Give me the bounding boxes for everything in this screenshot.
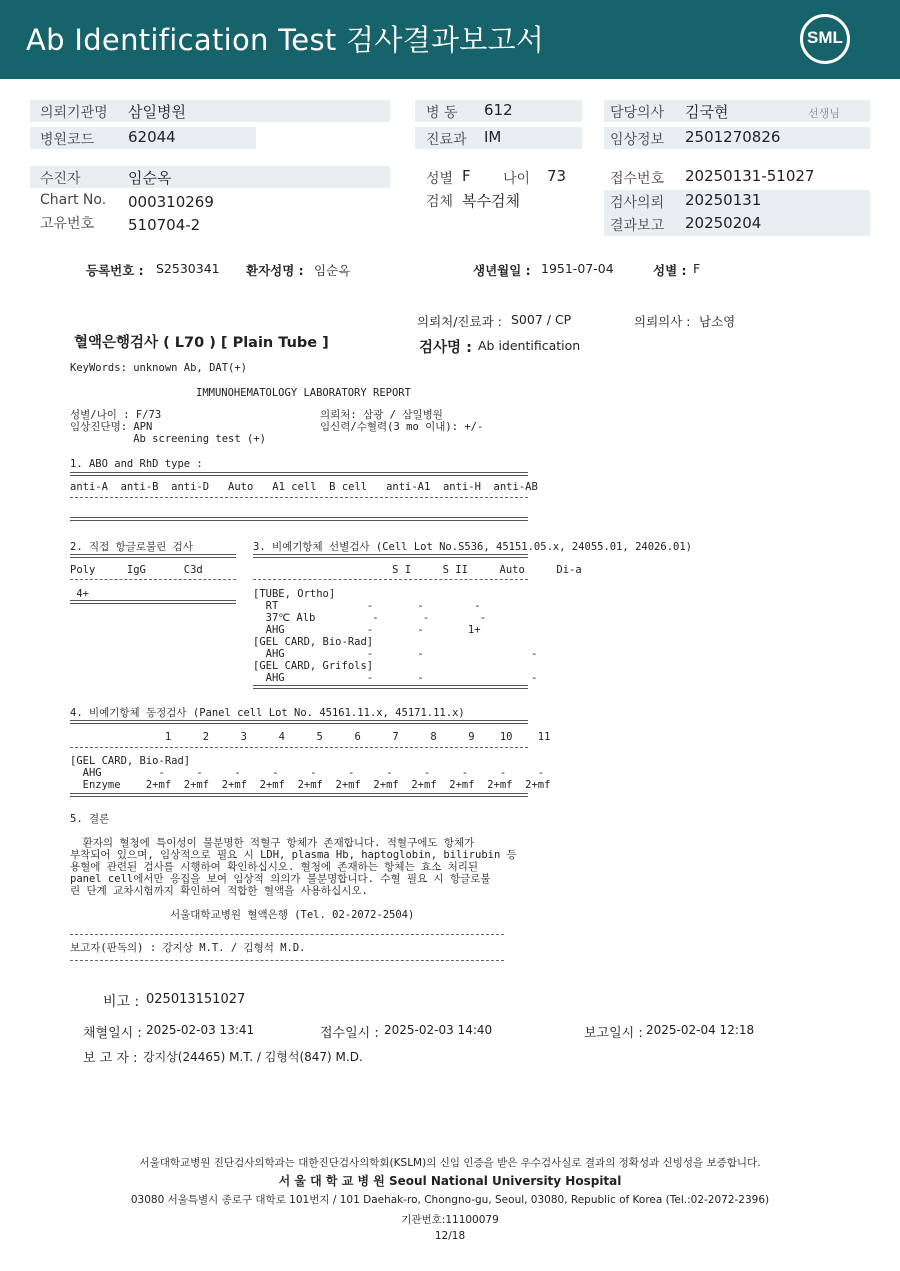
reporter-line: 보고자(판독의) : 강지상 M.T. / 김형석 M.D. xyxy=(70,942,306,954)
report-header xyxy=(0,0,900,79)
s3-rule-bottom xyxy=(253,685,528,689)
collect-value: 2025-02-03 13:41 xyxy=(146,1023,255,1037)
footer-org-no: 기관번호:11100079 xyxy=(401,1214,499,1226)
s3-row: [TUBE, Ortho] xyxy=(253,588,336,600)
logo-text: SML xyxy=(807,28,843,47)
test-req-label: 검사의뢰 xyxy=(610,195,665,211)
s2-value: 4+ xyxy=(70,588,89,600)
footer-hospital: 서 울 대 학 교 병 원 Seoul National University Hospital xyxy=(278,1174,622,1188)
req-org-value: 삼일병원 xyxy=(128,103,186,121)
doctor-value: 김국현 xyxy=(685,103,729,121)
pb-sex-value: F xyxy=(693,261,701,276)
s2-rule-mid xyxy=(70,579,236,580)
report-time-label: 보고일시 : xyxy=(584,1026,643,1041)
req-org-label: 의뢰기관명 xyxy=(40,105,108,121)
page-number: 12/18 xyxy=(434,1230,466,1242)
s3-row: [GEL CARD, Bio-Rad] xyxy=(253,636,374,648)
report-time-value: 2025-02-04 12:18 xyxy=(646,1023,755,1037)
conclusion-line: 린 단계 교차시험까지 확인하여 적합한 혈액을 사용하십시오. xyxy=(70,885,368,897)
footer-cert: 서울대학교병원 진단검사의학과는 대한진단검사의학회(KSLM)의 신임 인증을 받은 우수검사실로 결과의 정확성과 신빙성을 보증합니다. xyxy=(139,1157,761,1169)
lab-title: IMMUNOHEMATOLOGY LABORATORY REPORT xyxy=(196,387,411,399)
patient-label: 수진자 xyxy=(40,171,81,187)
conclusion-line: panel cell에서만 응집을 보여 임상적 의의가 불분명합니다. 수혈 필요 시 항글로불 xyxy=(70,873,491,885)
receipt-value: 20250131-51027 xyxy=(685,167,815,185)
result-label: 결과보고 xyxy=(610,218,665,234)
test-name-value: Ab identification xyxy=(478,338,581,353)
conclusion-line: 부착되어 있으며, 임상적으로 필요 시 LDH, plasma Hb, haptoglobin, bilirubin 등 xyxy=(70,849,517,861)
dept-value: IM xyxy=(484,128,502,146)
section-title: 혈액은행검사 ( L70 ) [ Plain Tube ] xyxy=(74,335,329,351)
hosp-code-label: 병원코드 xyxy=(40,132,95,148)
reg-value: S2530341 xyxy=(156,261,220,276)
sex-value: F xyxy=(462,167,471,185)
s3-row: AHG - - 1+ xyxy=(253,624,481,636)
dob-label: 생년월일 : xyxy=(473,263,531,278)
s3-row: RT - - - xyxy=(253,600,481,612)
reporter-label: 보 고 자 : xyxy=(83,1051,138,1066)
sex-age: 성별/나이 : F/73 xyxy=(70,409,162,421)
s1-rule-mid xyxy=(70,497,528,498)
chart-label: Chart No. xyxy=(40,192,107,208)
s1-rule-top xyxy=(70,472,528,476)
pregnancy: 임신력/수혈력(3 mo 이내): +/- xyxy=(320,421,484,433)
s3-rule-top xyxy=(253,554,528,558)
blood-bank: 서울대학교병원 혈액은행 (Tel. 02-2072-2504) xyxy=(170,909,415,921)
s3-row: AHG - - - xyxy=(253,648,538,660)
name-value: 임순옥 xyxy=(314,263,351,278)
s3-row: 37℃ Alb - - - xyxy=(253,612,487,624)
receive-label: 접수일시 : xyxy=(320,1026,379,1041)
s4-row: Enzyme 2+mf 2+mf 2+mf 2+mf 2+mf 2+mf 2+mf 2+mf 2+mf 2+mf 2+mf xyxy=(70,779,551,791)
s1-columns: anti-A anti-B anti-D Auto A1 cell B cell anti-A1 anti-H anti-AB xyxy=(70,481,538,493)
collect-label: 채혈일시 : xyxy=(83,1026,142,1041)
remark-value: 025013151027 xyxy=(146,992,246,1007)
s1-rule-bottom xyxy=(70,517,528,521)
s3-columns: S I S II Auto Di-a xyxy=(253,564,582,576)
conclusion-line: 환자의 혈청에 특이성이 불분명한 적혈구 항체가 존재합니다. 적혈구에도 항체가 xyxy=(70,837,475,849)
req-doc-value: 남소영 xyxy=(699,314,736,329)
receipt-label: 접수번호 xyxy=(610,171,665,187)
dept-ref-value: S007 / CP xyxy=(511,312,572,327)
clinical-value: 2501270826 xyxy=(685,128,781,146)
age-label: 나이 xyxy=(503,171,531,187)
reporter-value: 강지상(24465) M.T. / 김형석(847) M.D. xyxy=(143,1050,363,1064)
diagnosis: 임상진단명: APN xyxy=(70,421,153,433)
s4-rule-top xyxy=(70,720,528,724)
s4-row: [GEL CARD, Bio-Rad] xyxy=(70,755,191,767)
keywords: KeyWords: unknown Ab, DAT(+) xyxy=(70,362,248,374)
result-value: 20250204 xyxy=(685,214,762,232)
uid-label: 고유번호 xyxy=(40,216,95,232)
reporter-rule-bottom xyxy=(70,960,504,961)
req-doc-label: 의뢰의사 : xyxy=(634,314,691,329)
ward-value: 612 xyxy=(484,101,513,119)
patient-value: 임순옥 xyxy=(128,169,172,187)
s4-columns: 1 2 3 4 5 6 7 8 9 10 11 xyxy=(70,731,551,743)
doctor-label: 담당의사 xyxy=(610,105,665,121)
conclusion-line: 용혈에 관련된 검사를 시행하여 확인하십시오. 혈청에 존재하는 항체는 효소 처리된 xyxy=(70,861,479,873)
clinical-label: 임상정보 xyxy=(610,132,665,148)
screening: Ab screening test (+) xyxy=(70,433,266,445)
specimen-value: 복수검체 xyxy=(462,192,520,210)
s2-rule-bottom xyxy=(70,600,236,604)
reporter-rule-top xyxy=(70,934,504,935)
s3-row: AHG - - - xyxy=(253,672,538,684)
s4-rule-bottom xyxy=(70,793,528,797)
dob-value: 1951-07-04 xyxy=(541,261,614,276)
info-bar-patient xyxy=(30,166,390,188)
s2-columns: Poly IgG C3d xyxy=(70,564,203,576)
s3-rule-mid xyxy=(253,579,528,580)
s3-title: 3. 비예기항체 선별검사 (Cell Lot No.S536, 45151.05.x, 24055.01, 24026.01) xyxy=(253,541,692,553)
sml-logo xyxy=(800,14,850,64)
req-place: 의뢰처: 삼광 / 삼일병원 xyxy=(320,409,443,421)
pb-sex-label: 성별 : xyxy=(653,263,687,278)
s2-rule-top xyxy=(70,554,236,558)
doctor-suffix: 선생님 xyxy=(808,107,840,120)
name-label: 환자성명 : xyxy=(246,263,304,278)
receive-value: 2025-02-03 14:40 xyxy=(384,1023,493,1037)
s2-title: 2. 직접 항글로불린 검사 xyxy=(70,541,193,553)
s1-title: 1. ABO and RhD type : xyxy=(70,458,203,470)
sex-label: 성별 xyxy=(426,171,454,187)
chart-value: 000310269 xyxy=(128,193,214,211)
dept-label: 진료과 xyxy=(426,132,467,148)
specimen-label: 검체 xyxy=(426,194,454,210)
s5-title: 5. 결론 xyxy=(70,813,110,825)
test-name-label: 검사명 : xyxy=(419,340,472,356)
ward-label: 병 동 xyxy=(426,105,458,121)
age-value: 73 xyxy=(547,167,567,185)
hosp-code-value: 62044 xyxy=(128,128,176,146)
reg-label: 등록번호 : xyxy=(86,263,144,278)
uid-value: 510704-2 xyxy=(128,216,201,234)
s4-row: AHG - - - - - - - - - - - xyxy=(70,767,545,779)
test-req-value: 20250131 xyxy=(685,191,762,209)
s4-title: 4. 비예기항체 동정검사 (Panel cell Lot No. 45161.11.x, 45171.11.x) xyxy=(70,707,465,719)
remark-label: 비고 : xyxy=(103,994,140,1010)
s4-rule-mid xyxy=(70,747,528,748)
dept-ref-label: 의뢰처/진료과 : xyxy=(417,314,502,329)
footer-address: 03080 서울특별시 종로구 대학로 101번지 / 101 Daehak-ro, Chongno-gu, Seoul, 03080, Republic of Korea (Tel.:02-2072-2396) xyxy=(130,1194,770,1206)
s3-row: [GEL CARD, Grifols] xyxy=(253,660,374,672)
report-title: Ab Identification Test 검사결과보고서 xyxy=(26,23,545,57)
